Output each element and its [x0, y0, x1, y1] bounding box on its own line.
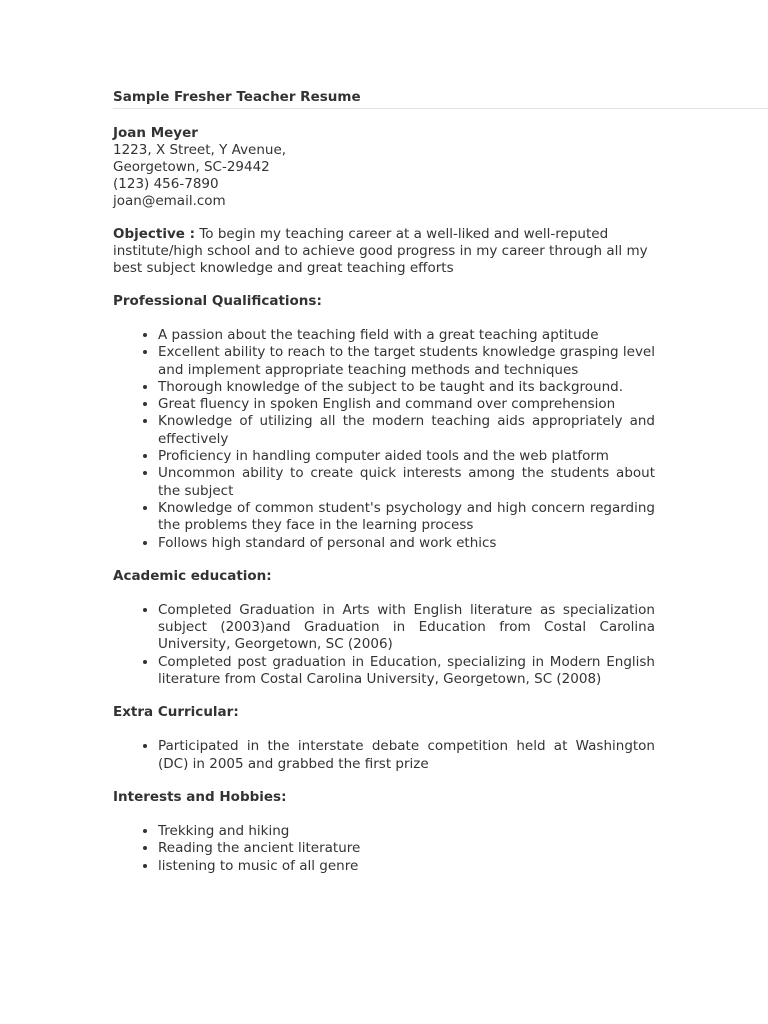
- academic-list: [113, 602, 655, 688]
- list-item: • Uncommon ability to create quick interests among the students about the subject: [158, 465, 655, 500]
- list-item: • A passion about the teaching field with a great teaching aptitude: [158, 327, 655, 344]
- phone-number: (123) 456-7890: [113, 176, 219, 192]
- interests-section: [113, 789, 655, 875]
- interests-list: [113, 823, 655, 875]
- interests-heading: Interests and Hobbies:: [113, 788, 287, 805]
- email-address: joan@email.com: [113, 193, 226, 209]
- extra-curricular-section: [113, 704, 655, 773]
- professional-heading: Professional Qualifications:: [113, 293, 322, 309]
- objective-label: Objective :: [113, 226, 196, 242]
- extra-curricular-heading: Extra Curricular:: [113, 704, 239, 721]
- contact-block: [113, 125, 655, 210]
- list-item: • Reading the ancient literature: [158, 840, 655, 857]
- objective-text: To begin my teaching career at a well-liked and well-reputed institute/high school and to achieve good progress in my career through all my best subject knowledge and great teaching efforts: [113, 226, 648, 276]
- list-item: • Excellent ability to reach to the target students knowledge grasping level and implement appropriate teaching methods and techniques: [158, 344, 655, 379]
- list-item: • Participated in the interstate debate competition held at Washington (DC) in 2005 and grabbed the first prize: [158, 738, 655, 773]
- address-line-2: Georgetown, SC-29442: [113, 159, 270, 175]
- list-item: • Knowledge of utilizing all the modern teaching aids appropriately and effectively: [158, 413, 655, 448]
- list-item: • Great fluency in spoken English and command over comprehension: [158, 396, 655, 413]
- list-item: • Follows high standard of personal and work ethics: [158, 535, 655, 552]
- objective-paragraph: [113, 226, 655, 277]
- professional-section: [113, 293, 655, 552]
- academic-section: [113, 568, 655, 688]
- list-item: • Completed post graduation in Education, specializing in Modern English literature from Costal Carolina University, Georgetown, SC (2008): [158, 654, 655, 689]
- academic-heading: Academic education:: [113, 567, 272, 584]
- extra-curricular-list: [113, 738, 655, 773]
- list-item: • Knowledge of common student's psychology and high concern regarding the problems they face in the learning process: [158, 500, 655, 535]
- candidate-name: Joan Meyer: [113, 125, 198, 141]
- resume-document: [113, 88, 655, 875]
- list-item: • Proficiency in handling computer aided tools and the web platform: [158, 448, 655, 465]
- address-line-1: 1223, X Street, Y Avenue,: [113, 142, 287, 158]
- professional-list: [113, 327, 655, 552]
- document-title: Sample Fresher Teacher Resume: [113, 88, 768, 109]
- list-item: • Completed Graduation in Arts with English literature as specialization subject (2003)and Graduation in Education from Costal Carolina University, Georgetown, SC (2006): [158, 602, 655, 654]
- list-item: • listening to music of all genre: [158, 858, 655, 875]
- list-item: • Thorough knowledge of the subject to be taught and its background.: [158, 379, 655, 396]
- list-item: • Trekking and hiking: [158, 823, 655, 840]
